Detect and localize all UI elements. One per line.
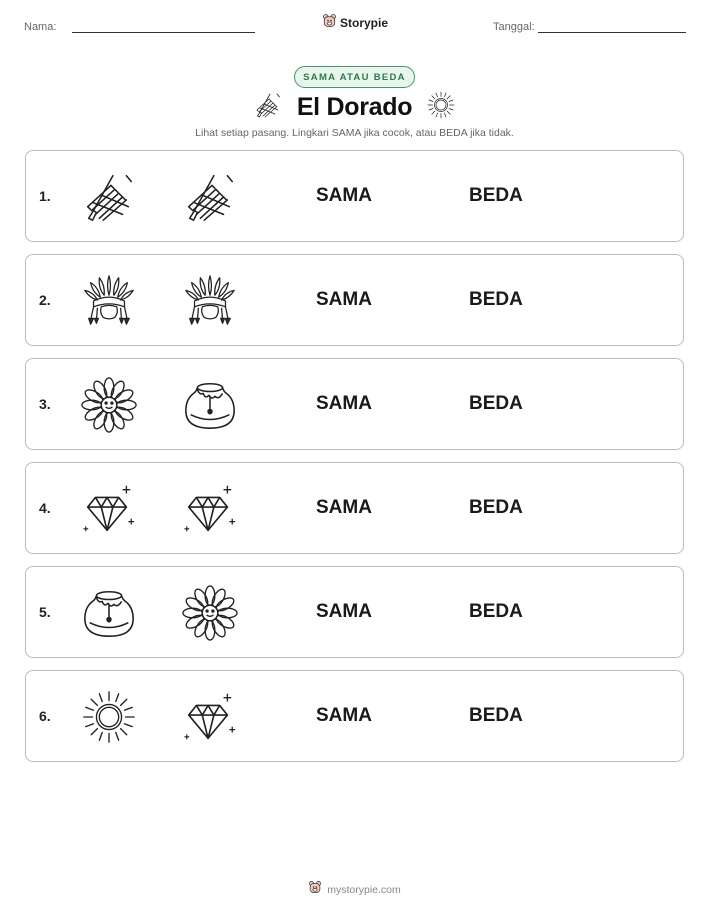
sun-icon [80,688,138,746]
headdress-icon [181,272,239,330]
name-line[interactable] [72,32,255,33]
question-number: 4. [39,500,51,516]
page-title: El Dorado [296,93,413,121]
question-number: 6. [39,708,51,724]
question-number: 1. [39,188,51,204]
different-option[interactable]: BEDA [469,601,523,622]
question-row [25,462,684,554]
question-row [25,670,684,762]
diamond-icon [181,688,239,746]
storypie-logo-icon [308,880,322,899]
headdress-icon [80,272,138,330]
same-option[interactable]: SAMA [316,289,372,310]
question-row [25,566,684,658]
same-option[interactable]: SAMA [316,601,372,622]
different-option[interactable]: BEDA [469,705,523,726]
raft-icon [181,168,239,226]
instructions: Lihat setiap pasang. Lingkari SAMA jika cocok, atau BEDA jika tidak. [195,127,514,139]
storypie-logo-icon [322,13,337,33]
question-row [25,254,684,346]
date-line[interactable] [538,32,686,33]
same-option[interactable]: SAMA [316,393,372,414]
different-option[interactable]: BEDA [469,185,523,206]
raft-icon [253,90,283,125]
brand [322,13,388,33]
question-number: 2. [39,292,51,308]
activity-badge: SAMA ATAU BEDA [294,66,415,88]
title-row [0,90,709,125]
same-option[interactable]: SAMA [316,185,372,206]
footer [0,880,709,899]
question-number: 5. [39,604,51,620]
different-option[interactable]: BEDA [469,497,523,518]
brand-name: Storypie [340,16,389,30]
question-row [25,150,684,242]
name-label: Nama: [24,21,57,33]
different-option[interactable]: BEDA [469,393,523,414]
question-number: 3. [39,396,51,412]
flower-icon [181,584,239,642]
date-label: Tanggal: [493,21,535,33]
footer-url[interactable]: mystorypie.com [327,883,401,896]
same-option[interactable]: SAMA [316,705,372,726]
different-option[interactable]: BEDA [469,289,523,310]
raft-icon [80,168,138,226]
pot-icon [80,584,138,642]
diamond-icon [80,480,138,538]
question-row [25,358,684,450]
diamond-icon [181,480,239,538]
sun-icon [426,90,456,125]
pot-icon [181,376,239,434]
flower-icon [80,376,138,434]
same-option[interactable]: SAMA [316,497,372,518]
